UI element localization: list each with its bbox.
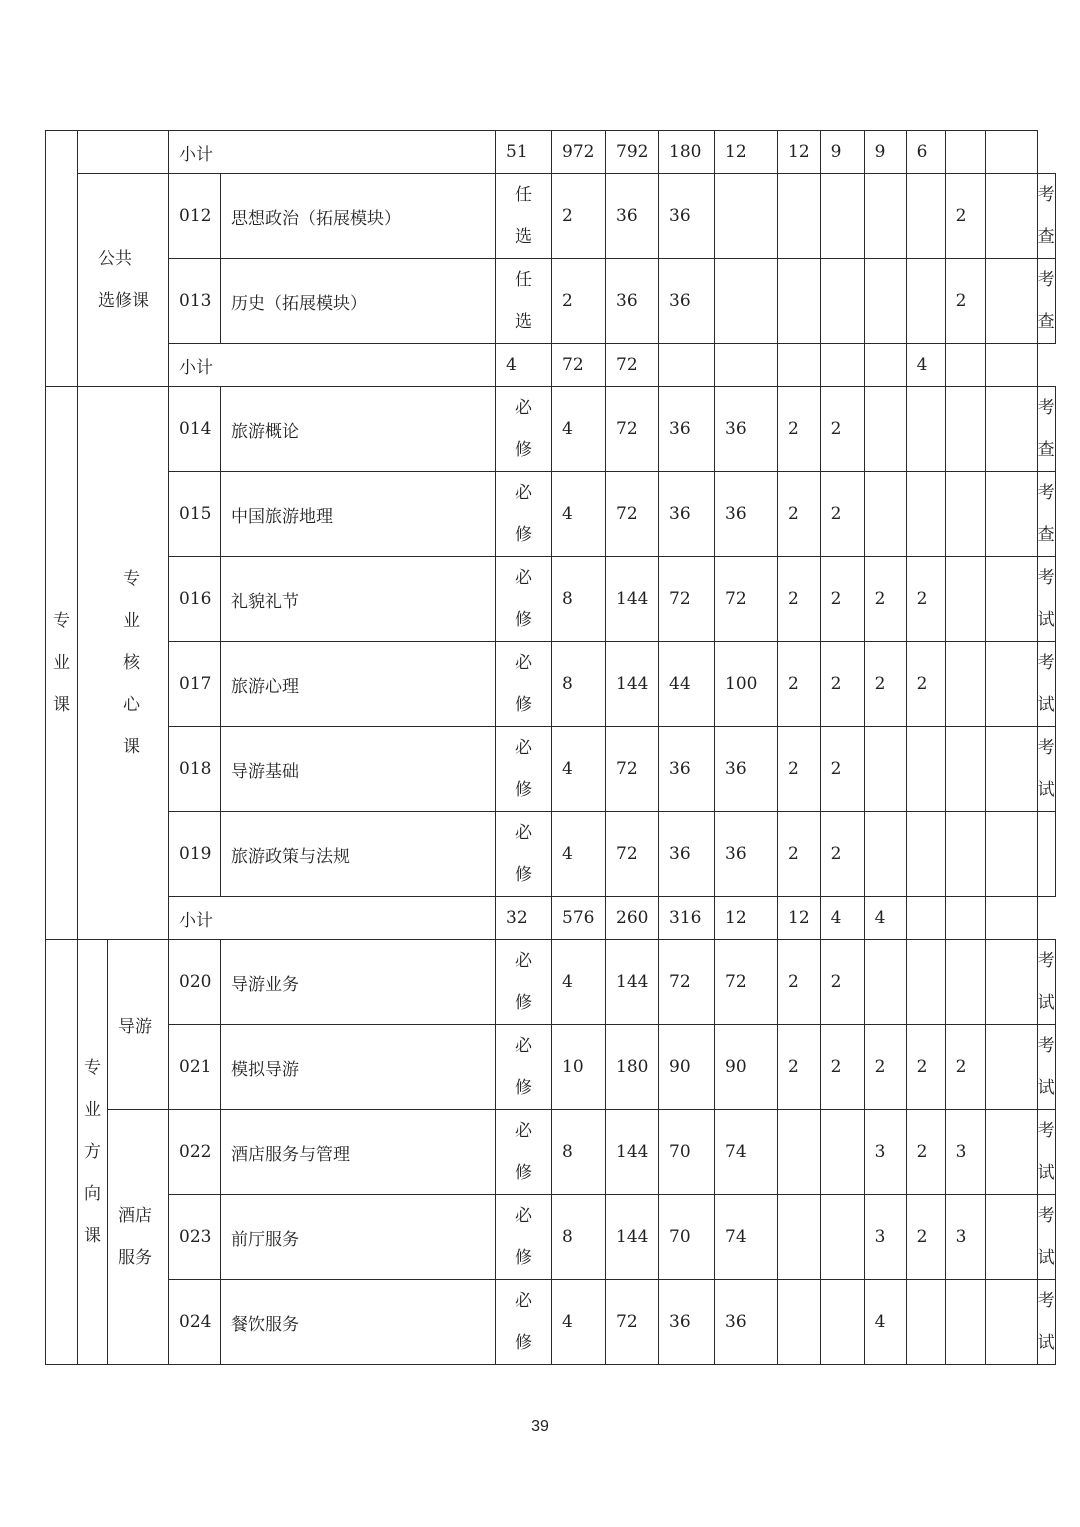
- practice-hours: 36: [715, 387, 778, 472]
- sem-1: [778, 174, 821, 259]
- sem-6: [985, 557, 1037, 642]
- course-type: 必 修: [496, 812, 552, 897]
- sem-4: [906, 812, 945, 897]
- course-name: 旅游概论: [221, 387, 496, 472]
- subtotal-s4: [864, 344, 906, 387]
- sem-1: [778, 1280, 821, 1365]
- sem-3: [864, 387, 906, 472]
- sem-4: 2: [906, 1195, 945, 1280]
- sem-4: [906, 1280, 945, 1365]
- sem-5: 3: [945, 1110, 985, 1195]
- course-code: 021: [169, 1025, 221, 1110]
- sem-1: [778, 1110, 821, 1195]
- sem-5: [945, 472, 985, 557]
- course-code: 016: [169, 557, 221, 642]
- group-cell-blank: [46, 940, 78, 1365]
- course-code: 024: [169, 1280, 221, 1365]
- sem-4: [906, 387, 945, 472]
- sem-1: 2: [778, 557, 821, 642]
- credits: 2: [552, 174, 606, 259]
- sem-3: 3: [864, 1110, 906, 1195]
- sem-1: 2: [778, 812, 821, 897]
- practice-hours: 72: [715, 940, 778, 1025]
- assessment: 考 试: [1037, 1195, 1055, 1280]
- subtotal-s5: [906, 897, 945, 940]
- course-code: 012: [169, 174, 221, 259]
- course-code: 013: [169, 259, 221, 344]
- professional-core-label: 专 业 核 心 课: [78, 387, 169, 940]
- theory-hours: 36: [659, 1280, 715, 1365]
- subtotal-s3: [820, 344, 864, 387]
- course-code: 015: [169, 472, 221, 557]
- sem-2: 2: [820, 1025, 864, 1110]
- course-type: 必 修: [496, 1110, 552, 1195]
- sem-4: 2: [906, 1025, 945, 1110]
- sem-5: [945, 940, 985, 1025]
- table-row: [46, 557, 1056, 642]
- assessment: 考 试: [1037, 1110, 1055, 1195]
- practice-hours: 36: [715, 812, 778, 897]
- sem-4: [906, 174, 945, 259]
- course-code: 023: [169, 1195, 221, 1280]
- assessment: 考 试: [1037, 557, 1055, 642]
- sem-3: 3: [864, 1195, 906, 1280]
- sem-6: [985, 642, 1037, 727]
- subtotal-s1: [715, 344, 778, 387]
- assessment: 考 查: [1037, 387, 1055, 472]
- course-code: 019: [169, 812, 221, 897]
- subtotal-practice: 180: [659, 131, 715, 174]
- total-hours: 72: [606, 472, 659, 557]
- assessment: 考 查: [1037, 472, 1055, 557]
- sem-1: 2: [778, 642, 821, 727]
- assessment: 考 查: [1037, 259, 1055, 344]
- course-code: 022: [169, 1110, 221, 1195]
- credits: 8: [552, 1110, 606, 1195]
- total-hours: 144: [606, 940, 659, 1025]
- credits: 4: [552, 387, 606, 472]
- sem-4: 2: [906, 642, 945, 727]
- course-name: 餐饮服务: [221, 1280, 496, 1365]
- course-name: 模拟导游: [221, 1025, 496, 1110]
- sem-3: [864, 259, 906, 344]
- sem-2: 2: [820, 387, 864, 472]
- table-row: [46, 812, 1056, 897]
- practice-hours: 36: [715, 472, 778, 557]
- subtotal-s6: [945, 131, 985, 174]
- sem-3: [864, 472, 906, 557]
- course-type: 必 修: [496, 557, 552, 642]
- theory-hours: 36: [659, 727, 715, 812]
- group-cell-blank: [46, 131, 78, 387]
- credits: 8: [552, 1195, 606, 1280]
- sem-5: [945, 387, 985, 472]
- sem-4: 2: [906, 557, 945, 642]
- theory-hours: 72: [659, 557, 715, 642]
- credits: 10: [552, 1025, 606, 1110]
- sem-5: [945, 1280, 985, 1365]
- total-hours: 72: [606, 1280, 659, 1365]
- course-name: 旅游政策与法规: [221, 812, 496, 897]
- sem-1: [778, 259, 821, 344]
- sem-2: 2: [820, 727, 864, 812]
- subtotal-s4: 9: [864, 131, 906, 174]
- total-hours: 144: [606, 1110, 659, 1195]
- course-type: 必 修: [496, 727, 552, 812]
- sem-2: 2: [820, 940, 864, 1025]
- subtotal-s5: 4: [906, 344, 945, 387]
- course-type: 必 修: [496, 1025, 552, 1110]
- course-type: 必 修: [496, 1195, 552, 1280]
- sem-2: [820, 1110, 864, 1195]
- table-row: [46, 1110, 1056, 1195]
- sem-3: 2: [864, 1025, 906, 1110]
- professional-course-label: 专 业 课: [46, 387, 78, 940]
- sem-5: 2: [945, 174, 985, 259]
- practice-hours: 72: [715, 557, 778, 642]
- theory-hours: 36: [659, 174, 715, 259]
- course-type: 必 修: [496, 940, 552, 1025]
- practice-hours: [715, 259, 778, 344]
- credits: 4: [552, 940, 606, 1025]
- subtotal-s1: 12: [715, 131, 778, 174]
- total-hours: 36: [606, 259, 659, 344]
- subtotal-label: 小计: [169, 897, 496, 940]
- total-hours: 144: [606, 557, 659, 642]
- sem-1: 2: [778, 387, 821, 472]
- sem-6: [985, 1195, 1037, 1280]
- sem-6: [985, 1025, 1037, 1110]
- subtotal-assess: [985, 131, 1037, 174]
- table-row: [46, 387, 1056, 472]
- sem-6: [985, 472, 1037, 557]
- sem-2: 2: [820, 557, 864, 642]
- subtotal-practice: [659, 344, 715, 387]
- page-number: 39: [531, 1418, 549, 1435]
- subtotal-s5: 6: [906, 131, 945, 174]
- course-schedule-table: [45, 130, 1056, 1365]
- table-row: [46, 472, 1056, 557]
- subtotal-assess: [985, 897, 1037, 940]
- assessment: 考 试: [1037, 642, 1055, 727]
- course-code: 020: [169, 940, 221, 1025]
- sem-6: [985, 727, 1037, 812]
- table-row: [46, 259, 1056, 344]
- sem-5: [945, 812, 985, 897]
- sem-5: 2: [945, 1025, 985, 1110]
- public-elective-label: 公共 选修课: [78, 174, 169, 387]
- subtotal-s3: 4: [820, 897, 864, 940]
- subtotal-theory: 72: [606, 344, 659, 387]
- table-row: [46, 1195, 1056, 1280]
- total-hours: 144: [606, 642, 659, 727]
- total-hours: 144: [606, 1195, 659, 1280]
- theory-hours: 36: [659, 387, 715, 472]
- subtotal-s2: 12: [778, 897, 821, 940]
- course-name: 历史（拓展模块）: [221, 259, 496, 344]
- theory-hours: 70: [659, 1195, 715, 1280]
- blank-cell: [78, 131, 169, 174]
- course-type: 任 选: [496, 259, 552, 344]
- sem-4: [906, 472, 945, 557]
- hotel-service-label: 酒店 服务: [108, 1110, 169, 1365]
- table-row: [46, 1280, 1056, 1365]
- subtotal-row: [46, 897, 1056, 940]
- subtotal-credits: 51: [496, 131, 552, 174]
- credits: 2: [552, 259, 606, 344]
- sem-5: 2: [945, 259, 985, 344]
- table-row: [46, 727, 1056, 812]
- credits: 4: [552, 1280, 606, 1365]
- sem-4: [906, 727, 945, 812]
- total-hours: 180: [606, 1025, 659, 1110]
- sem-6: [985, 259, 1037, 344]
- practice-hours: 74: [715, 1195, 778, 1280]
- course-name: 前厅服务: [221, 1195, 496, 1280]
- table-row: [46, 174, 1056, 259]
- sem-5: 3: [945, 1195, 985, 1280]
- guide-label: 导游: [108, 940, 169, 1110]
- sem-6: [985, 387, 1037, 472]
- sem-2: [820, 1280, 864, 1365]
- sem-6: [985, 1280, 1037, 1365]
- theory-hours: 70: [659, 1110, 715, 1195]
- course-type: 任 选: [496, 174, 552, 259]
- sem-2: 2: [820, 812, 864, 897]
- sem-4: 2: [906, 1110, 945, 1195]
- theory-hours: 36: [659, 472, 715, 557]
- course-name: 导游业务: [221, 940, 496, 1025]
- course-name: 中国旅游地理: [221, 472, 496, 557]
- practice-hours: 36: [715, 1280, 778, 1365]
- subtotal-s3: 9: [820, 131, 864, 174]
- credits: 4: [552, 812, 606, 897]
- assessment: 考 试: [1037, 727, 1055, 812]
- subtotal-credits: 32: [496, 897, 552, 940]
- course-code: 017: [169, 642, 221, 727]
- theory-hours: 90: [659, 1025, 715, 1110]
- course-type: 必 修: [496, 642, 552, 727]
- subtotal-theory: 792: [606, 131, 659, 174]
- sem-4: [906, 940, 945, 1025]
- theory-hours: 72: [659, 940, 715, 1025]
- sem-2: 2: [820, 642, 864, 727]
- subtotal-total: 972: [552, 131, 606, 174]
- sem-2: [820, 1195, 864, 1280]
- subtotal-practice: 316: [659, 897, 715, 940]
- sem-3: 2: [864, 642, 906, 727]
- assessment: [1037, 812, 1055, 897]
- sem-6: [985, 1110, 1037, 1195]
- credits: 8: [552, 557, 606, 642]
- credits: 4: [552, 727, 606, 812]
- sem-3: [864, 727, 906, 812]
- credits: 8: [552, 642, 606, 727]
- sem-2: [820, 174, 864, 259]
- course-type: 必 修: [496, 1280, 552, 1365]
- total-hours: 72: [606, 727, 659, 812]
- assessment: 考 查: [1037, 174, 1055, 259]
- practice-hours: 90: [715, 1025, 778, 1110]
- assessment: 考 试: [1037, 1280, 1055, 1365]
- subtotal-total: 576: [552, 897, 606, 940]
- table-row: [46, 940, 1056, 1025]
- course-name: 思想政治（拓展模块）: [221, 174, 496, 259]
- course-code: 018: [169, 727, 221, 812]
- sem-1: 2: [778, 1025, 821, 1110]
- subtotal-theory: 260: [606, 897, 659, 940]
- theory-hours: 44: [659, 642, 715, 727]
- subtotal-s1: 12: [715, 897, 778, 940]
- sem-5: [945, 727, 985, 812]
- subtotal-total: 72: [552, 344, 606, 387]
- sem-1: [778, 1195, 821, 1280]
- sem-6: [985, 174, 1037, 259]
- subtotal-row: [46, 344, 1056, 387]
- sem-5: [945, 557, 985, 642]
- sem-1: 2: [778, 940, 821, 1025]
- subtotal-credits: 4: [496, 344, 552, 387]
- total-hours: 72: [606, 387, 659, 472]
- theory-hours: 36: [659, 259, 715, 344]
- course-type: 必 修: [496, 472, 552, 557]
- subtotal-s4: 4: [864, 897, 906, 940]
- assessment: 考 试: [1037, 1025, 1055, 1110]
- sem-6: [985, 940, 1037, 1025]
- subtotal-label: 小计: [169, 344, 496, 387]
- total-hours: 72: [606, 812, 659, 897]
- theory-hours: 36: [659, 812, 715, 897]
- sem-5: [945, 642, 985, 727]
- practice-hours: 36: [715, 727, 778, 812]
- sem-6: [985, 812, 1037, 897]
- practice-hours: 74: [715, 1110, 778, 1195]
- practice-hours: [715, 174, 778, 259]
- subtotal-s6: [945, 344, 985, 387]
- subtotal-s2: 12: [778, 131, 821, 174]
- professional-direction-label: 专 业 方 向 课: [78, 940, 108, 1365]
- total-hours: 36: [606, 174, 659, 259]
- subtotal-s6: [945, 897, 985, 940]
- subtotal-row: [46, 131, 1056, 174]
- sem-1: 2: [778, 472, 821, 557]
- credits: 4: [552, 472, 606, 557]
- course-type: 必 修: [496, 387, 552, 472]
- course-name: 礼貌礼节: [221, 557, 496, 642]
- assessment: 考 试: [1037, 940, 1055, 1025]
- sem-1: 2: [778, 727, 821, 812]
- table-row: [46, 642, 1056, 727]
- sem-3: [864, 174, 906, 259]
- table-row: [46, 1025, 1056, 1110]
- subtotal-label: 小计: [169, 131, 496, 174]
- course-name: 旅游心理: [221, 642, 496, 727]
- course-name: 酒店服务与管理: [221, 1110, 496, 1195]
- sem-3: [864, 940, 906, 1025]
- course-name: 导游基础: [221, 727, 496, 812]
- sem-2: [820, 259, 864, 344]
- course-code: 014: [169, 387, 221, 472]
- sem-2: 2: [820, 472, 864, 557]
- sem-3: 2: [864, 557, 906, 642]
- practice-hours: 100: [715, 642, 778, 727]
- sem-3: 4: [864, 1280, 906, 1365]
- sem-3: [864, 812, 906, 897]
- sem-4: [906, 259, 945, 344]
- subtotal-s2: [778, 344, 821, 387]
- subtotal-assess: [985, 344, 1037, 387]
